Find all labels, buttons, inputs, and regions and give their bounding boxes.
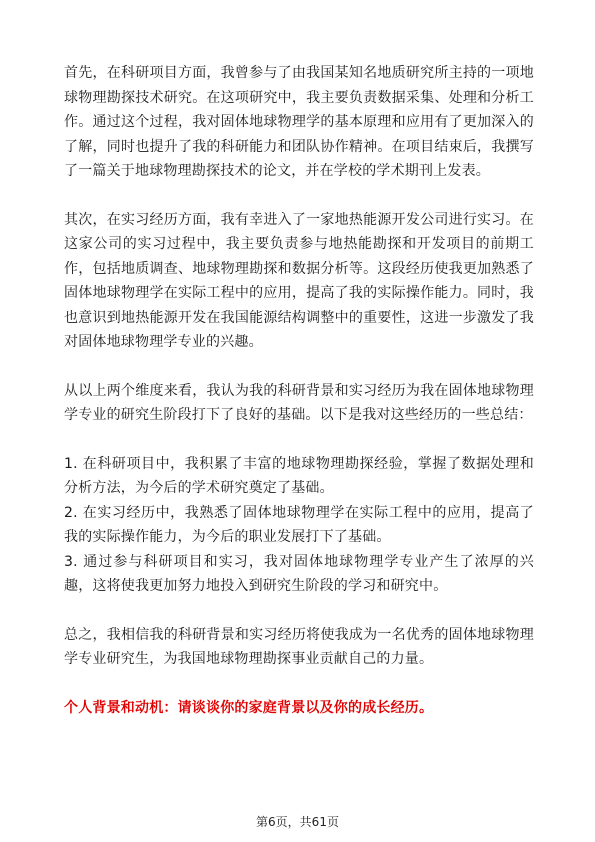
paragraph-research-project: 首先，在科研项目方面，我曾参与了由我国某知名地质研究所主持的一项地球物理勘探技术研究。在这项研究中，我主要负责数据采集、处理和分析工作。通过这个过程，我对固体地球物理学的基本原理和应用有了更加深入的了解，同时也提升了我的科研能力和团队协作精神。在项目结束后，我撰写了一篇关于地球物理勘探技术的论文，并在学校的学术期刊上发表。	[64, 65, 534, 179]
question-heading: 个人背景和动机：请谈谈你的家庭背景以及你的成长经历。	[64, 699, 434, 716]
paragraph-summary-intro: 从以上两个维度来看，我认为我的科研背景和实习经历为我在固体地球物理学专业的研究生阶段打下了良好的基础。以下是我对这些经历的一些总结：	[64, 382, 534, 423]
summary-list	[64, 452, 534, 599]
paragraph-conclusion: 总之，我相信我的科研背景和实习经历将使我成为一名优秀的固体地球物理学专业研究生，为我国地球物理勘探事业贡献自己的力量。	[64, 626, 534, 667]
page-number-footer: 第6页，共61页	[256, 815, 339, 829]
list-item: 3. 通过参与科研项目和实习，我对固体地球物理学专业产生了浓厚的兴趣，这将使我更加努力地投入到研究生阶段的学习和研究中。	[64, 553, 534, 594]
list-item: 2. 在实习经历中，我熟悉了固体地球物理学在实际工程中的应用，提高了我的实际操作能力，为今后的职业发展打下了基础。	[64, 504, 534, 545]
list-item: 1. 在科研项目中，我积累了丰富的地球物理勘探经验，掌握了数据处理和分析方法，为今后的学术研究奠定了基础。	[64, 455, 534, 496]
document-body	[64, 61, 534, 720]
paragraph-internship: 其次，在实习经历方面，我有幸进入了一家地热能源开发公司进行实习。在这家公司的实习过程中，我主要负责参与地热能勘探和开发项目的前期工作，包括地质调查、地球物理勘探和数据分析等。这段经历使我更加熟悉了固体地球物理学在实际工程中的应用，提高了我的实际操作能力。同时，我也意识到地热能源开发在我国能源结构调整中的重要性，这进一步激发了我对固体地球物理学专业的兴趣。	[64, 211, 534, 350]
